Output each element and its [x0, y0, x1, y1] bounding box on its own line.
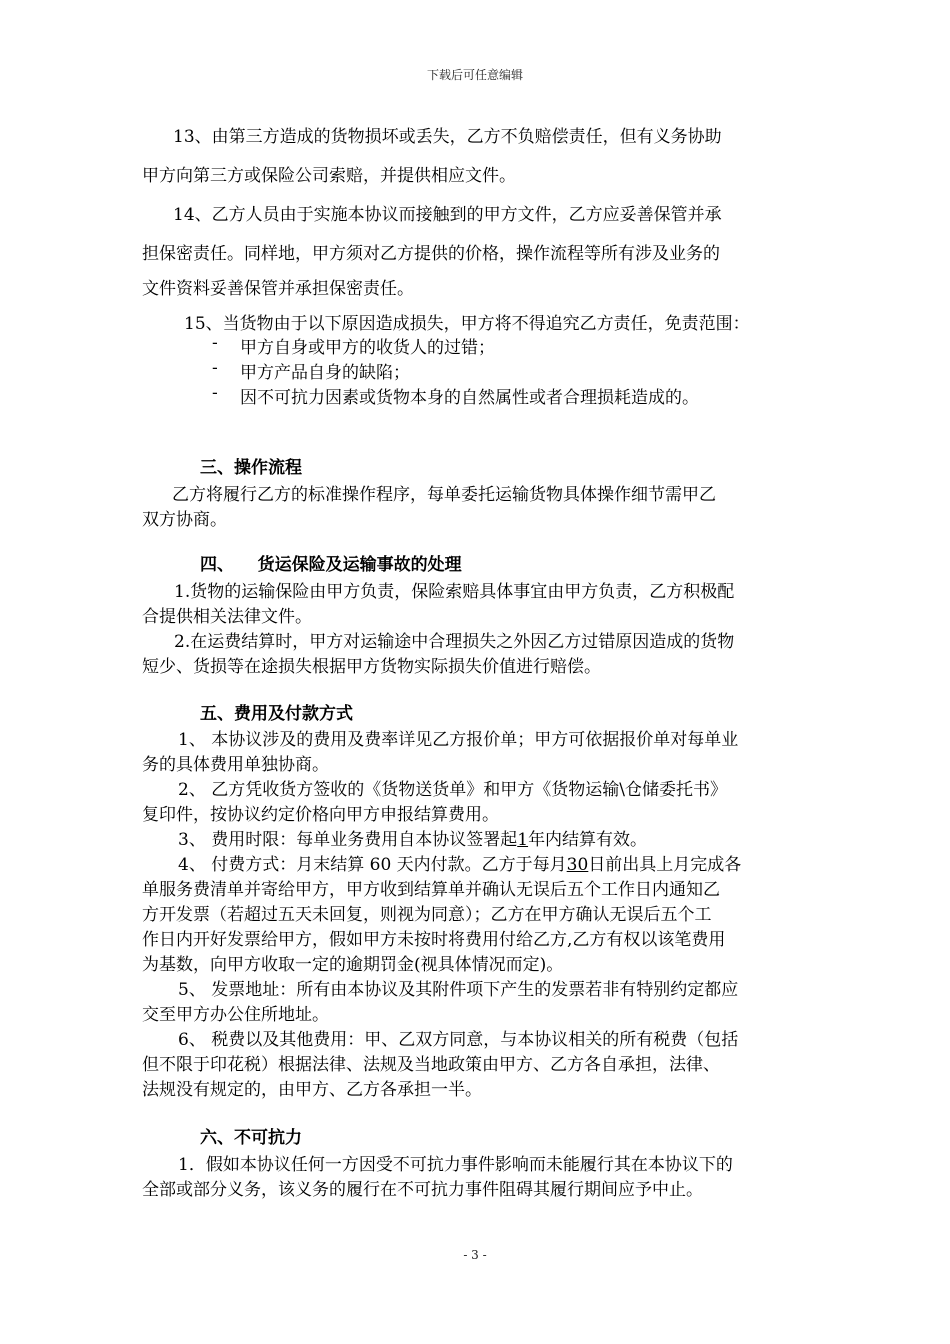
- clause-13-line-2: 甲方向第三方或保险公司索赔，并提供相应文件。: [142, 166, 516, 186]
- section-3-line-1: 乙方将履行乙方的标准操作程序，每单委托运输货物具体操作细节需甲乙: [172, 485, 716, 505]
- section-5-p2-line-1: 2、 乙方凭收货方签收的《货物送货单》和甲方《货物运输\仓储委托书》: [178, 780, 727, 800]
- section-5-p4-line-4: 作日内开好发票给甲方，假如甲方未按时将费用付给乙方,乙方有权以该笔费用: [142, 930, 726, 950]
- dash-bullet: -: [212, 333, 218, 353]
- section-5-p6-line-1: 6、 税费以及其他费用：甲、乙双方同意，与本协议相关的所有税费（包括: [178, 1030, 739, 1050]
- section-3-line-2: 双方协商。: [142, 510, 227, 530]
- section-5-p6-line-3: 法规没有规定的，由甲方、乙方各承担一半。: [142, 1080, 482, 1100]
- clause-14-line-1: 14、乙方人员由于实施本协议而接触到的甲方文件，乙方应妥善保管并承: [173, 205, 722, 225]
- clause-13-line-1: 13、由第三方造成的货物损坏或丢失，乙方不负赔偿责任，但有义务协助: [173, 127, 722, 147]
- page-header: 下载后可任意编辑: [426, 68, 523, 82]
- dash-bullet: -: [212, 358, 218, 378]
- page-number: - 3 -: [463, 1248, 487, 1262]
- section-4-p1-line-2: 合提供相关法律文件。: [142, 607, 312, 627]
- section-5-p5-line-1: 5、 发票地址：所有由本协议及其附件项下产生的发票若非有特别约定都应: [178, 980, 739, 1000]
- section-4-p2-line-2: 短少、货损等在途损失根据甲方货物实际损失价值进行赔偿。: [142, 657, 601, 677]
- exemption-list: [212, 333, 699, 408]
- section-4-p2-line-1: 2.在运费结算时，甲方对运输途中合理损失之外因乙方过错原因造成的货物: [174, 632, 735, 652]
- dash-bullet: -: [212, 383, 218, 403]
- section-5-p4-text-after: 日前出具上月完成各: [588, 855, 742, 875]
- section-5-title: 五、费用及付款方式: [200, 704, 353, 724]
- clause-15-line-1: 15、当货物由于以下原因造成损失，甲方将不得追究乙方责任，免责范围：: [184, 314, 750, 334]
- section-5-p4-line-2: 单服务费清单并寄给甲方，甲方收到结算单并确认无误后五个工作日内通知乙: [142, 880, 720, 900]
- invoice-day-of-month: 30: [566, 855, 589, 875]
- exemption-item-text: 因不可抗力因素或货物本身的自然属性或者合理损耗造成的。: [240, 388, 699, 408]
- section-5-p4-line-5: 为基数，向甲方收取一定的逾期罚金(视具体情况而定)。: [142, 955, 564, 975]
- section-5-p3-text-after: 年内结算有效。: [528, 830, 648, 850]
- exemption-item: [212, 333, 699, 358]
- exemption-item-text: 甲方产品自身的缺陷；: [240, 363, 410, 383]
- section-5-p1-line-2: 务的具体费用单独协商。: [142, 755, 329, 775]
- section-5-p1-line-1: 1、 本协议涉及的费用及费率详见乙方报价单；甲方可依据报价单对每单业: [178, 730, 739, 750]
- section-6-p1-line-2: 全部或部分义务，该义务的履行在不可抗力事件阻碍其履行期间应予中止。: [142, 1180, 703, 1200]
- section-4-title: 四、 货运保险及运输事故的处理: [200, 555, 462, 575]
- section-5-p3-text-before: 3、 费用时限：每单业务费用自本协议签署起: [178, 830, 518, 850]
- section-5-p4-text-before: 4、 付费方式：月末结算 60 天内付款。乙方于每月: [178, 855, 567, 875]
- payment-term-years: 1: [517, 830, 529, 850]
- section-6-p1-line-1: 1．假如本协议任何一方因受不可抗力事件影响而未能履行其在本协议下的: [178, 1155, 733, 1175]
- section-5-p2-line-2: 复印件，按协议约定价格向甲方申报结算费用。: [142, 805, 499, 825]
- clause-14-line-2: 担保密责任。同样地，甲方须对乙方提供的价格，操作流程等所有涉及业务的: [142, 244, 720, 264]
- section-3-title: 三、操作流程: [200, 458, 302, 478]
- section-5-p5-line-2: 交至甲方办公住所地址。: [142, 1005, 329, 1025]
- section-5-p3: [178, 825, 647, 850]
- exemption-item-text: 甲方自身或甲方的收货人的过错；: [240, 338, 495, 358]
- section-5-p4-line-3: 方开发票（若超过五天未回复，则视为同意）；乙方在甲方确认无误后五个工: [142, 905, 712, 925]
- section-5-p6-line-2: 但不限于印花税）根据法律、法规及当地政策由甲方、乙方各自承担，法律、: [142, 1055, 720, 1075]
- clause-14-line-3: 文件资料妥善保管并承担保密责任。: [142, 279, 414, 299]
- section-4-p1-line-1: 1.货物的运输保险由甲方负责，保险索赔具体事宜由甲方负责，乙方积极配: [174, 582, 735, 602]
- section-5-p4-line-1: [178, 850, 741, 875]
- exemption-item: [212, 358, 699, 383]
- section-6-title: 六、不可抗力: [200, 1128, 302, 1148]
- exemption-item: [212, 383, 699, 408]
